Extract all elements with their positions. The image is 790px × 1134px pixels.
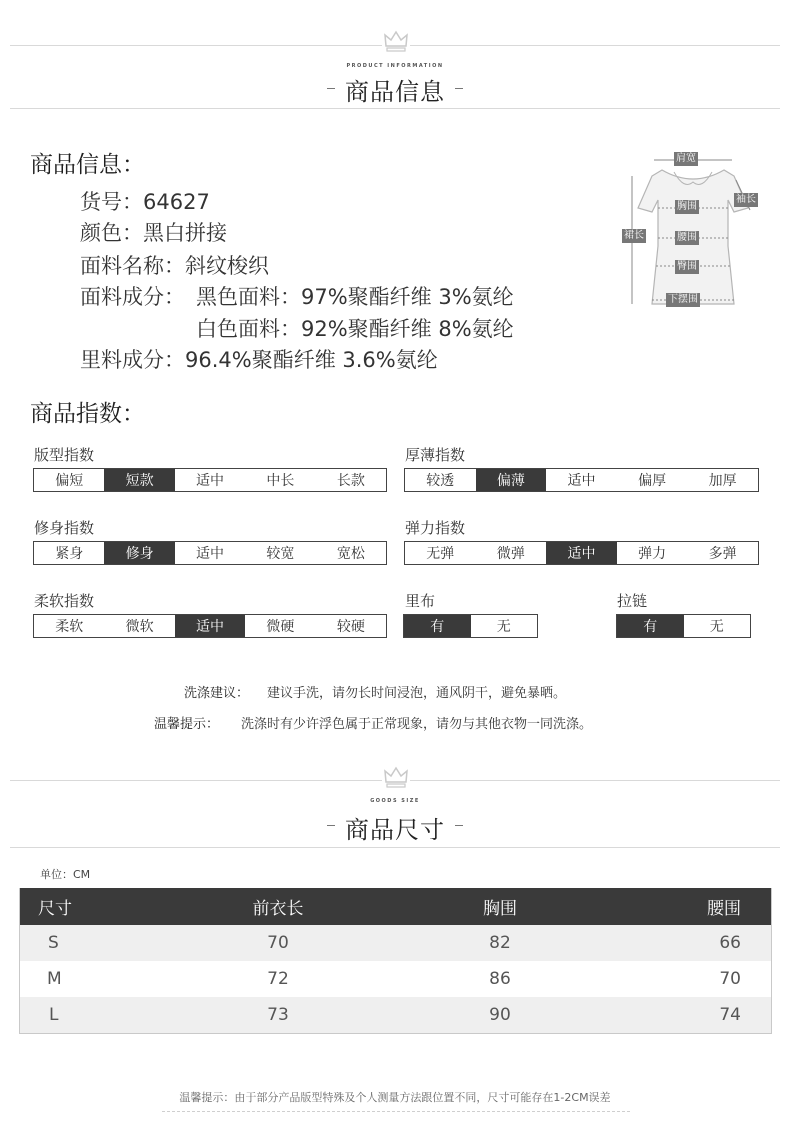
index-option: 适中 xyxy=(196,473,225,489)
index-option: 较宽 xyxy=(266,546,295,562)
footer-dashed-divider xyxy=(162,1111,630,1112)
index-option-selected: 偏薄 xyxy=(476,469,547,491)
index-option: 柔软 xyxy=(55,619,84,635)
index-option-selected: 有 xyxy=(617,615,684,637)
index-option: 弹力 xyxy=(638,546,667,562)
stretch-index-bar xyxy=(404,541,759,565)
size-cell: L xyxy=(49,1005,59,1025)
section-en-subtitle: PRODUCT INFORMATION xyxy=(346,63,444,69)
zipper-index-bar xyxy=(616,614,751,638)
crown-icon xyxy=(382,764,410,790)
chest-cell: 86 xyxy=(489,969,511,989)
lining-index-bar xyxy=(403,614,538,638)
wash-advice-label: 洗涤建议： xyxy=(184,686,250,701)
size-table-header xyxy=(20,888,771,925)
waist-cell: 66 xyxy=(719,933,741,953)
front-length-cell: 72 xyxy=(267,969,289,989)
sleeve-label: 袖长 xyxy=(736,194,756,205)
size-cell: M xyxy=(47,969,62,989)
fabric-composition-label: 面料成分： xyxy=(80,285,185,309)
item-number: 货号：64627 xyxy=(80,190,210,214)
crown-icon xyxy=(382,28,410,54)
index-option-selected: 适中 xyxy=(175,615,245,637)
index-option: 多弹 xyxy=(708,546,737,562)
stretch-index-label: 弹力指数 xyxy=(405,519,466,537)
front-length-cell: 70 xyxy=(267,933,289,953)
index-option: 微硬 xyxy=(266,619,295,635)
index-heading: 商品指数： xyxy=(30,401,145,427)
shoulder-label: 肩宽 xyxy=(676,153,696,164)
size-section-title: 商品尺寸 xyxy=(345,816,445,844)
fit-length-index-bar xyxy=(33,468,387,492)
thickness-index-bar xyxy=(404,468,759,492)
index-option: 无 xyxy=(496,619,511,635)
size-unit: 单位：CM xyxy=(40,868,91,881)
care-tip-text: 洗涤时有少许浮色属于正常现象，请勿与其他衣物一同洗涤。 xyxy=(241,717,593,732)
header-size: 尺寸 xyxy=(38,899,72,919)
hip-label: 臀围 xyxy=(677,261,697,272)
index-option: 适中 xyxy=(567,473,596,489)
fabric-composition-white: 白色面料：92%聚酯纤维 8%氨纶 xyxy=(196,317,514,341)
slim-index-label: 修身指数 xyxy=(34,519,95,537)
waist-cell: 70 xyxy=(719,969,741,989)
section-divider xyxy=(10,847,780,848)
product-info-heading: 商品信息： xyxy=(30,152,145,178)
length-label: 裙长 xyxy=(624,230,644,241)
index-option: 无 xyxy=(709,619,724,635)
header-chest: 胸围 xyxy=(483,899,517,919)
index-option: 偏短 xyxy=(55,473,84,489)
hem-label: 下摆围 xyxy=(668,294,698,305)
waist-cell: 74 xyxy=(719,1005,741,1025)
header-waist: 腰围 xyxy=(707,899,741,919)
index-option-selected: 有 xyxy=(404,615,471,637)
care-tip xyxy=(154,713,592,732)
front-length-cell: 73 xyxy=(267,1005,289,1025)
index-option: 微软 xyxy=(125,619,154,635)
table-row xyxy=(20,961,771,997)
table-row xyxy=(20,997,771,1033)
section-divider xyxy=(10,108,780,109)
waist-label: 腰围 xyxy=(677,232,697,243)
wash-advice xyxy=(184,682,566,701)
softness-index-bar xyxy=(33,614,387,638)
chest-cell: 82 xyxy=(489,933,511,953)
index-option: 较硬 xyxy=(336,619,365,635)
index-option: 适中 xyxy=(196,546,225,562)
index-option: 微弹 xyxy=(496,546,525,562)
slim-index-bar xyxy=(33,541,387,565)
measurement-diagram xyxy=(618,146,768,314)
footer-note: 温馨提示：由于部分产品版型特殊及个人测量方法跟位置不同，尺寸可能存在1-2CM误差 xyxy=(179,1091,611,1104)
size-section-en-subtitle: GOODS SIZE xyxy=(370,798,420,804)
care-tip-label: 温馨提示： xyxy=(154,717,220,732)
fit-length-index-label: 版型指数 xyxy=(34,446,95,464)
title-dash-right xyxy=(455,825,463,826)
size-table xyxy=(19,888,772,1034)
index-option: 较透 xyxy=(426,473,455,489)
table-row xyxy=(20,925,771,961)
color-info: 颜色：黑白拼接 xyxy=(80,221,227,245)
index-option-selected: 短款 xyxy=(104,469,174,491)
index-option: 加厚 xyxy=(708,473,737,489)
wash-advice-text: 建议手洗，请勿长时间浸泡，通风阴干，避免暴晒。 xyxy=(267,686,567,701)
index-option: 中长 xyxy=(266,473,295,489)
section-title: 商品信息 xyxy=(345,78,445,106)
chest-cell: 90 xyxy=(489,1005,511,1025)
fabric-composition-black: 黑色面料：97%聚酯纤维 3%氨纶 xyxy=(196,285,514,309)
index-option: 偏厚 xyxy=(638,473,667,489)
index-option: 宽松 xyxy=(336,546,365,562)
fabric-name: 面料名称：斜纹梭织 xyxy=(80,254,269,278)
size-cell: S xyxy=(48,933,59,953)
header-front-length: 前衣长 xyxy=(252,899,304,919)
thickness-index-label: 厚薄指数 xyxy=(405,446,466,464)
index-option: 无弹 xyxy=(426,546,455,562)
softness-index-label: 柔软指数 xyxy=(34,592,95,610)
chest-label: 胸围 xyxy=(677,201,697,212)
title-dash-right xyxy=(455,88,463,89)
index-option-selected: 修身 xyxy=(104,542,174,564)
index-option: 紧身 xyxy=(55,546,84,562)
index-option: 长款 xyxy=(336,473,365,489)
zipper-index-label: 拉链 xyxy=(617,592,648,610)
index-option-selected: 适中 xyxy=(546,542,617,564)
lining-composition: 里料成分：96.4%聚酯纤维 3.6%氨纶 xyxy=(80,348,438,372)
lining-index-label: 里布 xyxy=(405,592,436,610)
